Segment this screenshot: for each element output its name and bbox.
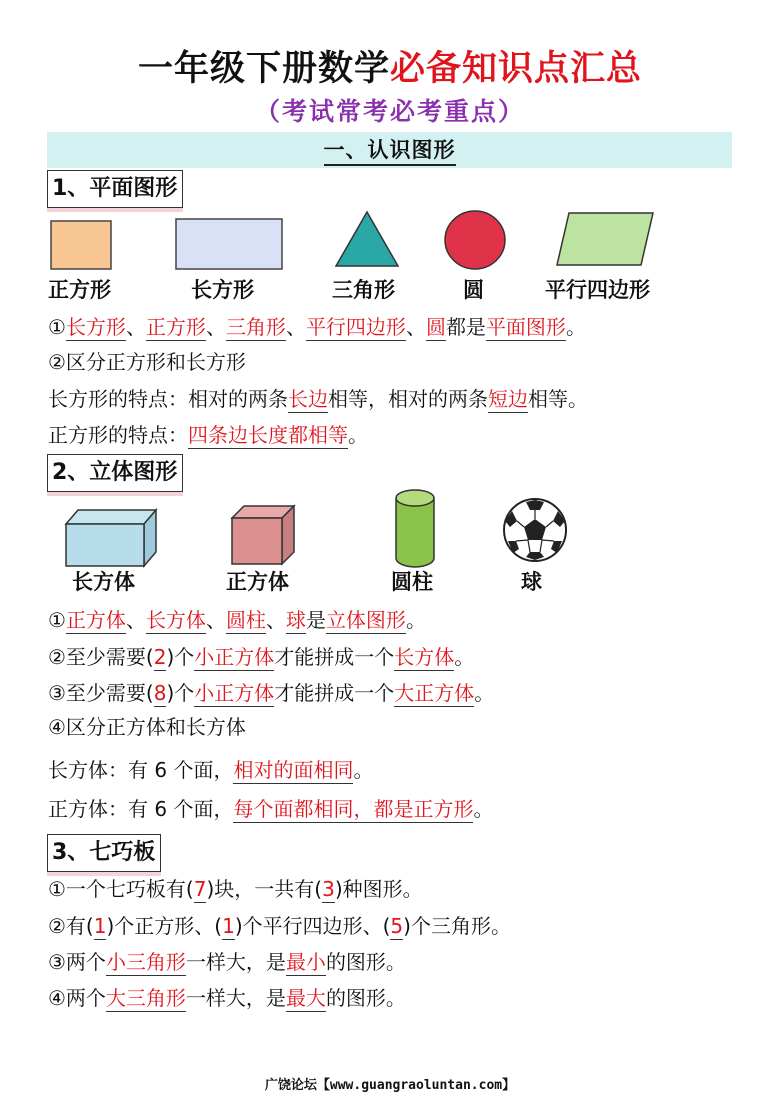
answer: 8 (153, 681, 167, 705)
tangram-fact-4: ④两个大三角形一样大，是最大的图形。 (48, 986, 406, 1010)
answer: 相对的面相同 (233, 758, 354, 782)
solid-fact-1: ①正方体、长方体、圆柱、球是立体图形。 (48, 608, 426, 632)
answer: 1 (222, 914, 235, 938)
answer: 小三角形 (105, 950, 186, 974)
solid-fact-5: 长方体：有 6 个面，相对的面相同。 (48, 758, 374, 782)
answer: 小正方体 (194, 645, 275, 669)
label-cylinder: 圆柱 (391, 570, 433, 594)
answer: 球 (285, 608, 306, 632)
answer: 7 (193, 877, 207, 901)
answer: 立体图形 (325, 608, 406, 632)
label-rectangle: 长方形 (191, 278, 254, 302)
cylinder-shape (393, 488, 437, 570)
answer: 四条边长度都相等 (188, 423, 348, 447)
answer: 1 (93, 914, 107, 938)
page-title (0, 45, 780, 93)
plane-fact-3: 长方形的特点：相对的两条长边相等，相对的两条短边相等。 (48, 387, 588, 411)
answer: 长边 (288, 387, 328, 411)
label-cuboid: 长方体 (72, 570, 135, 594)
answer: 长方体 (145, 608, 206, 632)
tangram-fact-2: ②有(1)个正方形、(1)个平行四边形、(5)个三角形。 (48, 914, 511, 938)
plane-fact-1: ①长方形、正方形、三角形、平行四边形、圆都是平面图形。 (48, 315, 586, 339)
heading-tangram: 3、七巧板 (47, 834, 161, 872)
ball-shape (502, 497, 568, 563)
plane-fact-2: ②区分正方形和长方形 (48, 350, 246, 374)
answer: 圆 (425, 315, 446, 339)
cube-shape (228, 504, 296, 566)
answer: 小正方体 (194, 681, 275, 705)
tangram-fact-3: ③两个小三角形一样大，是最小的图形。 (48, 950, 406, 974)
heading-solid-shapes: 2、立体图形 (47, 454, 183, 492)
answer: 三角形 (225, 315, 286, 339)
answer: 圆柱 (225, 608, 266, 632)
square-shape (50, 220, 112, 270)
label-circle: 圆 (463, 278, 484, 302)
answer: 大正方体 (394, 681, 475, 705)
answer: 5 (390, 914, 404, 938)
heading-plane-shapes: 1、平面图形 (47, 170, 183, 208)
cuboid-shape (62, 508, 158, 568)
plane-fact-4: 正方形的特点：四条边长度都相等。 (48, 423, 368, 447)
section-header (47, 132, 732, 168)
answer: 长方体 (394, 645, 455, 669)
answer: 3 (322, 877, 335, 901)
solid-fact-4: ④区分正方体和长方体 (48, 715, 246, 739)
footer-credit (0, 1074, 780, 1093)
title-main: 一年级下册数学 (137, 49, 390, 89)
solid-fact-2: ②至少需要(2)个小正方体才能拼成一个长方体。 (48, 645, 475, 669)
answer: 最小 (285, 950, 326, 974)
footer-site: 广饶论坛 (264, 1078, 317, 1093)
parallelogram-shape (555, 211, 655, 267)
answer: 平行四边形 (305, 315, 406, 339)
answer: 最大 (285, 986, 326, 1010)
answer: 长方形 (65, 315, 126, 339)
answer: 正方形 (145, 315, 206, 339)
footer-url[interactable]: 【www.guangraoluntan.com】 (316, 1078, 516, 1093)
label-parallelogram: 平行四边形 (545, 278, 650, 302)
circle-shape (443, 209, 507, 271)
label-triangle: 三角形 (332, 278, 395, 302)
section-title: 一、认识图形 (324, 138, 456, 166)
solid-fact-3: ③至少需要(8)个小正方体才能拼成一个大正方体。 (48, 681, 495, 705)
tangram-fact-1: ①一个七巧板有(7)块，一共有(3)种图形。 (48, 877, 423, 901)
answer: 正方体 (65, 608, 126, 632)
rectangle-shape (175, 218, 283, 270)
answer: 2 (153, 645, 167, 669)
label-ball: 球 (521, 570, 542, 594)
triangle-shape (334, 210, 400, 268)
answer: 大三角形 (105, 986, 186, 1010)
label-cube: 正方体 (226, 570, 289, 594)
page-subtitle: （考试常考必考重点） (254, 97, 525, 126)
label-square: 正方形 (48, 278, 111, 302)
answer: 短边 (488, 387, 528, 411)
title-highlight: 必备知识点汇总 (390, 49, 643, 89)
solid-fact-6: 正方体：有 6 个面，每个面都相同，都是正方形。 (48, 797, 494, 821)
answer: 平面图形 (485, 315, 566, 339)
answer: 每个面都相同，都是正方形 (233, 797, 474, 821)
